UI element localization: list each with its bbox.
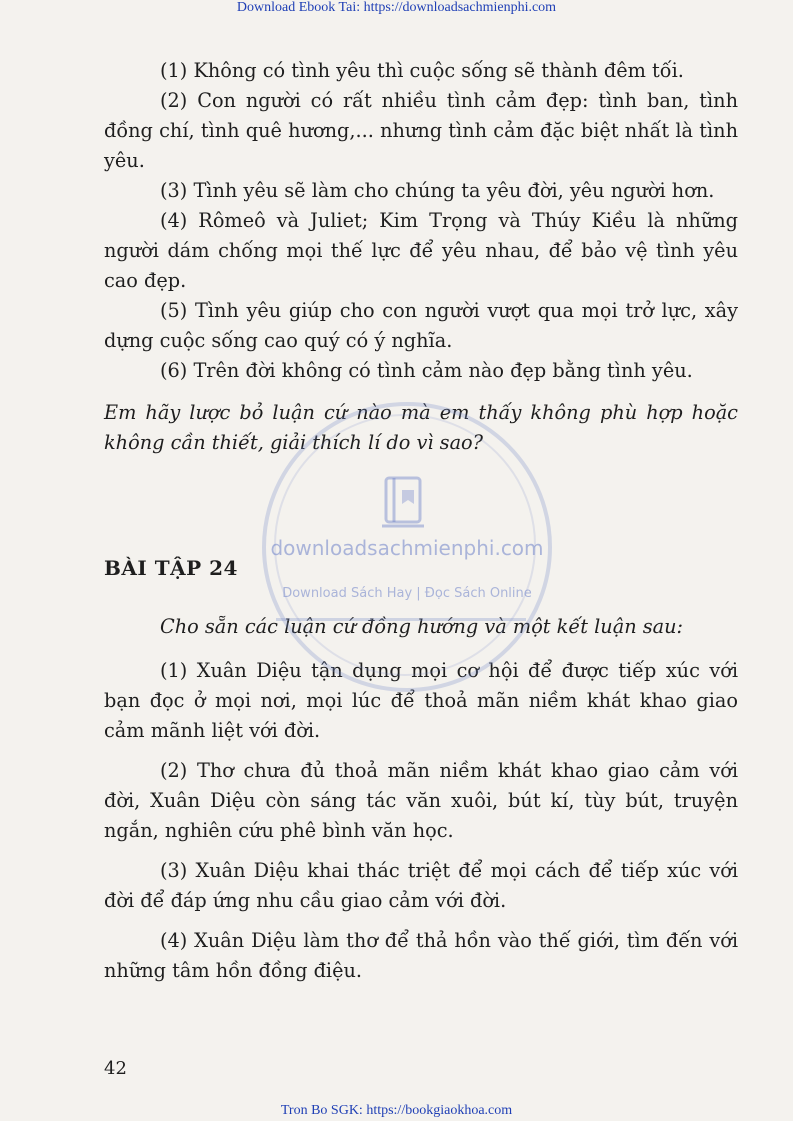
argument-item: (3) Xuân Diệu khai thác triệt để mọi cách để tiếp xúc với đời để đáp ứng nhu cầu giao cảm với đời. xyxy=(104,859,738,912)
footer-sgk-link[interactable]: Tron Bo SGK: https://bookgiaokhoa.com xyxy=(280,1103,513,1118)
argument-item: (5) Tình yêu giúp cho con người vượt qua mọi trở lực, xây dựng cuộc sống cao quý có ý nghĩa. xyxy=(104,299,738,352)
header-download-link[interactable]: Download Ebook Tai: https://downloadsachmienphi.com xyxy=(236,0,557,15)
book-icon xyxy=(374,472,434,532)
argument-item: (1) Xuân Diệu tận dụng mọi cơ hội để được tiếp xúc với bạn đọc ở mọi nơi, mọi lúc để thoả mãn niềm khát khao giao cảm mãnh liệt với đời. xyxy=(104,659,738,742)
argument-item: (4) Rômeô và Juliet; Kim Trọng và Thúy Kiều là những người dám chống mọi thế lực để yêu nhau, để bảo vệ tình yêu cao đẹp. xyxy=(104,209,738,292)
watermark-site: downloadsachmienphi.com xyxy=(270,536,544,560)
section-title: BÀI TẬP 24 xyxy=(104,556,238,580)
argument-item: (6) Trên đời không có tình cảm nào đẹp bằng tình yêu. xyxy=(160,359,693,382)
argument-item: (3) Tình yêu sẽ làm cho chúng ta yêu đời, yêu người hơn. xyxy=(160,179,715,202)
exercise-question: Em hãy lược bỏ luận cứ nào mà em thấy không phù hợp hoặc không cần thiết, giải thích lí do vì sao? xyxy=(104,401,738,454)
page-number: 42 xyxy=(104,1058,127,1079)
exercise-intro: Cho sẵn các luận cứ đồng hướng và một kết luận sau: xyxy=(160,615,684,638)
argument-item: (2) Con người có rất nhiều tình cảm đẹp: tình ban, tình đồng chí, tình quê hương,... nhưng tình cảm đặc biệt nhất là tình yêu. xyxy=(104,89,738,172)
watermark-tagline: Download Sách Hay | Đọc Sách Online xyxy=(282,586,532,601)
argument-item: (2) Thơ chưa đủ thoả mãn niềm khát khao giao cảm với đời, Xuân Diệu còn sáng tác văn xuôi, bút kí, tùy bút, truyện ngắn, nghiên cứu phê bình văn học. xyxy=(104,759,738,842)
argument-item: (1) Không có tình yêu thì cuộc sống sẽ thành đêm tối. xyxy=(160,59,684,82)
exercise-24-body xyxy=(104,612,738,996)
argument-item: (4) Xuân Diệu làm thơ để thả hồn vào thế giới, tìm đến với những tâm hồn đồng điệu. xyxy=(104,929,738,982)
exercise-23-arguments xyxy=(104,56,738,477)
